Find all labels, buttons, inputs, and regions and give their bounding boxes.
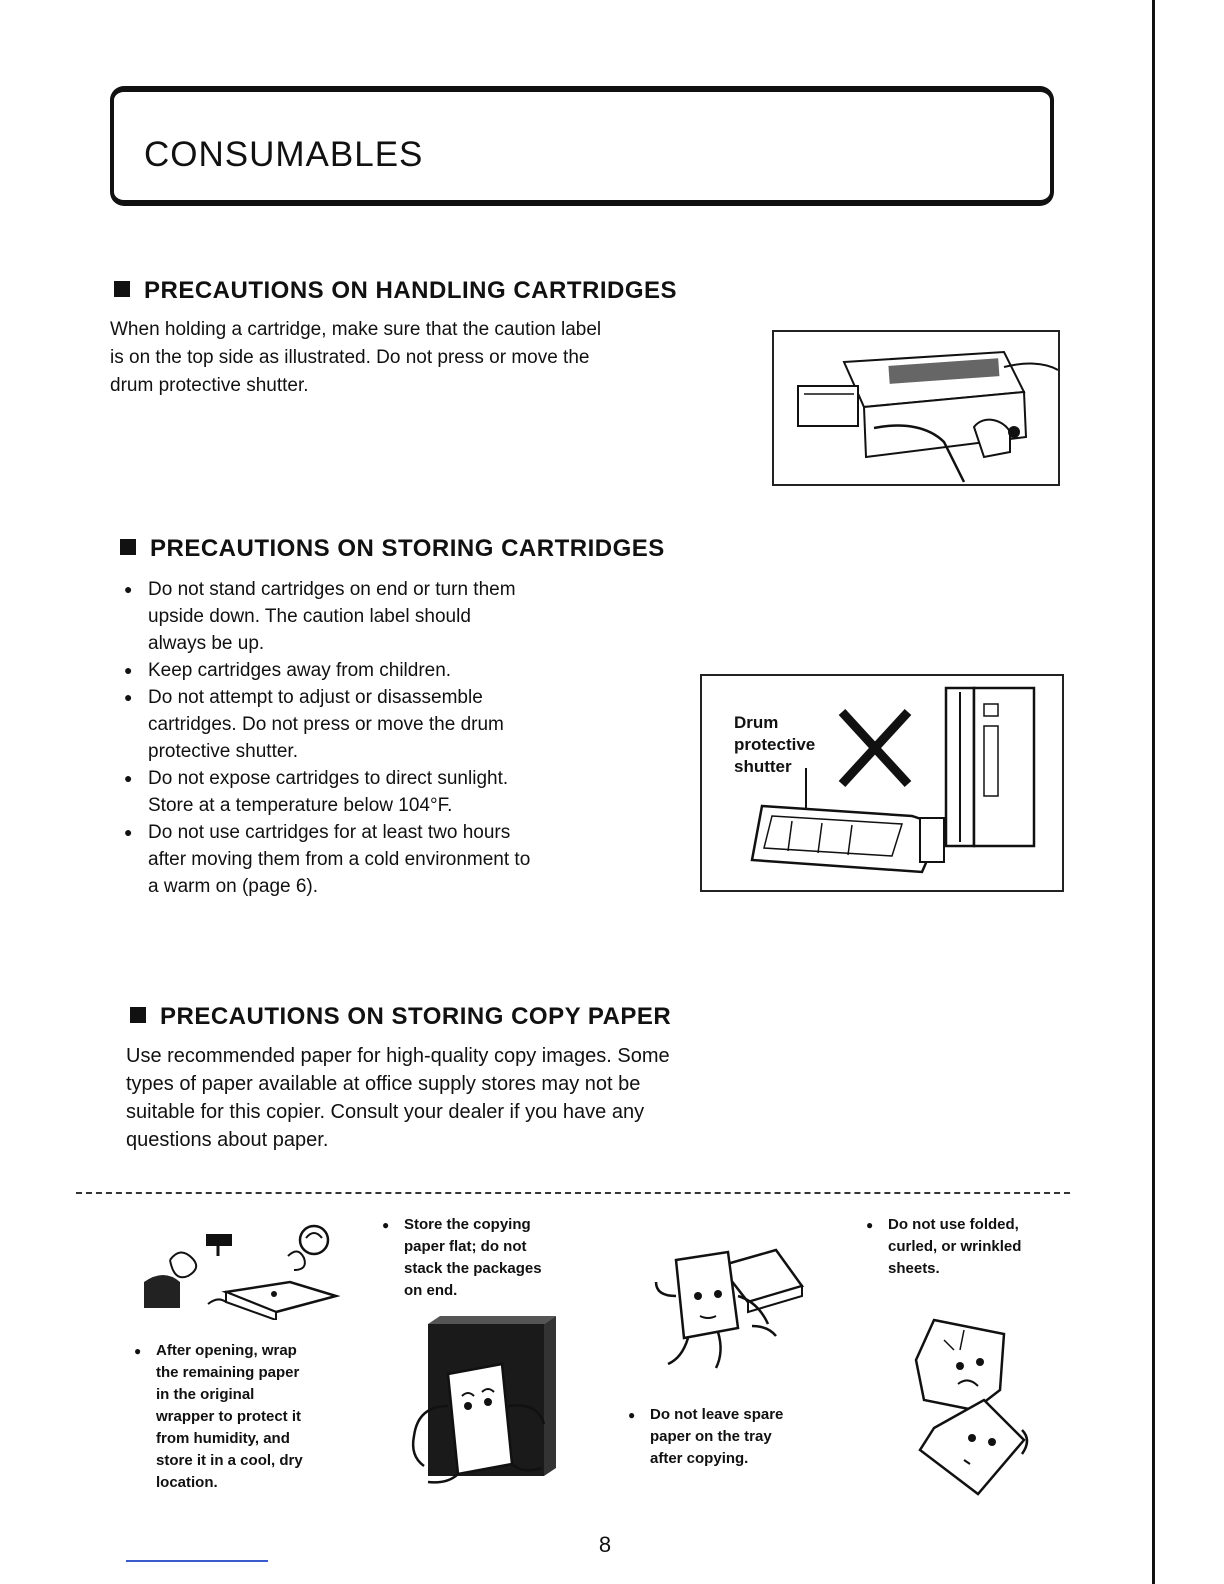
page-edge-rule	[1152, 0, 1155, 1584]
tip-line: sheets.	[888, 1260, 940, 1277]
standing-cartridge-drawing	[702, 676, 1062, 890]
tip-tray	[624, 1404, 824, 1470]
square-bullet-icon	[120, 539, 136, 555]
storing-bullet	[116, 765, 676, 819]
tip-line: after copying.	[650, 1450, 749, 1467]
bullet-line: always be up.	[148, 633, 265, 654]
cartridge-handling-illustration	[772, 330, 1060, 486]
square-bullet-icon	[114, 281, 130, 297]
tip-line: ● Do not leave spare	[650, 1406, 784, 1423]
tip-flat	[378, 1214, 578, 1302]
tip-wrap-list	[130, 1340, 340, 1494]
paper-line: suitable for this copier. Consult your dealer if you have any	[126, 1101, 645, 1123]
humid-paper-illustration	[140, 1220, 340, 1320]
handling-heading	[114, 276, 677, 306]
page-number: 8	[598, 1532, 612, 1557]
tip-line: the remaining paper	[156, 1364, 300, 1381]
tip-line: location.	[156, 1474, 218, 1491]
paper-line: types of paper available at office supply stores may not be	[126, 1073, 641, 1095]
tip-line: in the original	[156, 1386, 255, 1403]
tip-line: ● After opening, wrap	[156, 1342, 297, 1359]
bullet-line: ● Do not expose cartridges to direct sunlight.	[148, 768, 509, 789]
storing-bullet	[116, 684, 676, 765]
bullet-line: ● Keep cartridges away from children.	[148, 660, 452, 681]
paper-heading	[130, 1002, 671, 1032]
bullet-line: protective shutter.	[148, 741, 298, 762]
bullet-line: ● Do not stand cartridges on end or turn them	[148, 579, 516, 600]
tip-line: paper on the tray	[650, 1428, 772, 1445]
tip-line: curled, or wrinkled	[888, 1238, 1022, 1255]
paper-line: Use recommended paper for high-quality copy images. Some	[126, 1045, 670, 1067]
paper-on-tray-illustration	[636, 1246, 806, 1376]
tip-line: wrapper to protect it	[156, 1408, 302, 1425]
bullet-line: Store at a temperature below 104°F.	[148, 795, 453, 816]
tip-folded	[862, 1214, 1062, 1280]
storing-bullet	[116, 576, 676, 657]
tip-line: ● Do not use folded,	[888, 1216, 1019, 1233]
storing-heading-text: PRECAUTIONS ON STORING CARTRIDGES	[150, 535, 665, 562]
bullet-line: after moving them from a cold environment to	[148, 849, 531, 870]
tip-line: ● Store the copying	[404, 1216, 531, 1233]
tip-line: store it in a cool, dry	[156, 1452, 303, 1469]
tip-line: stack the packages	[404, 1260, 542, 1277]
handling-line: is on the top side as illustrated. Do not press or move the	[110, 347, 590, 368]
paper-text	[126, 1042, 826, 1154]
label-line: protective	[734, 735, 816, 754]
square-bullet-icon	[130, 1007, 146, 1023]
bullet-line: cartridges. Do not press or move the drum	[148, 714, 504, 735]
section-title: CONSUMABLES	[144, 135, 424, 174]
handling-text	[110, 316, 750, 400]
tip-wrap	[130, 1340, 340, 1494]
tip-line: from humidity, and	[156, 1430, 290, 1447]
paper-heading-text: PRECAUTIONS ON STORING COPY PAPER	[160, 1003, 672, 1030]
storing-bullet	[116, 819, 676, 900]
bullet-line: ● Do not attempt to adjust or disassemble	[148, 687, 483, 708]
label-line: shutter	[734, 757, 792, 776]
cartridge-hand-drawing	[774, 332, 1058, 484]
handling-heading-text: PRECAUTIONS ON HANDLING CARTRIDGES	[144, 277, 678, 304]
footer-line	[126, 1560, 268, 1562]
storing-bullet	[116, 657, 676, 684]
tip-flat-list	[378, 1214, 578, 1302]
dashed-divider	[76, 1192, 1070, 1194]
cartridge-storage-illustration	[700, 674, 1064, 892]
tip-line: on end.	[404, 1282, 458, 1299]
handling-line: When holding a cartridge, make sure that the caution label	[110, 319, 602, 340]
paper-line: questions about paper.	[126, 1129, 329, 1151]
bullet-line: a warm on (page 6).	[148, 876, 319, 897]
tip-folded-list	[862, 1214, 1062, 1280]
label-line: Drum	[734, 713, 779, 732]
storing-bullet-list	[116, 576, 676, 900]
storing-heading	[120, 534, 665, 564]
bullet-line: upside down. The caution label should	[148, 606, 471, 627]
crumpled-paper-illustration	[904, 1310, 1034, 1506]
handling-line: drum protective shutter.	[110, 375, 309, 396]
tip-line: paper flat; do not	[404, 1238, 527, 1255]
bullet-line: ● Do not use cartridges for at least two hours	[148, 822, 511, 843]
tip-tray-list	[624, 1404, 824, 1470]
standing-package-illustration	[384, 1314, 564, 1490]
